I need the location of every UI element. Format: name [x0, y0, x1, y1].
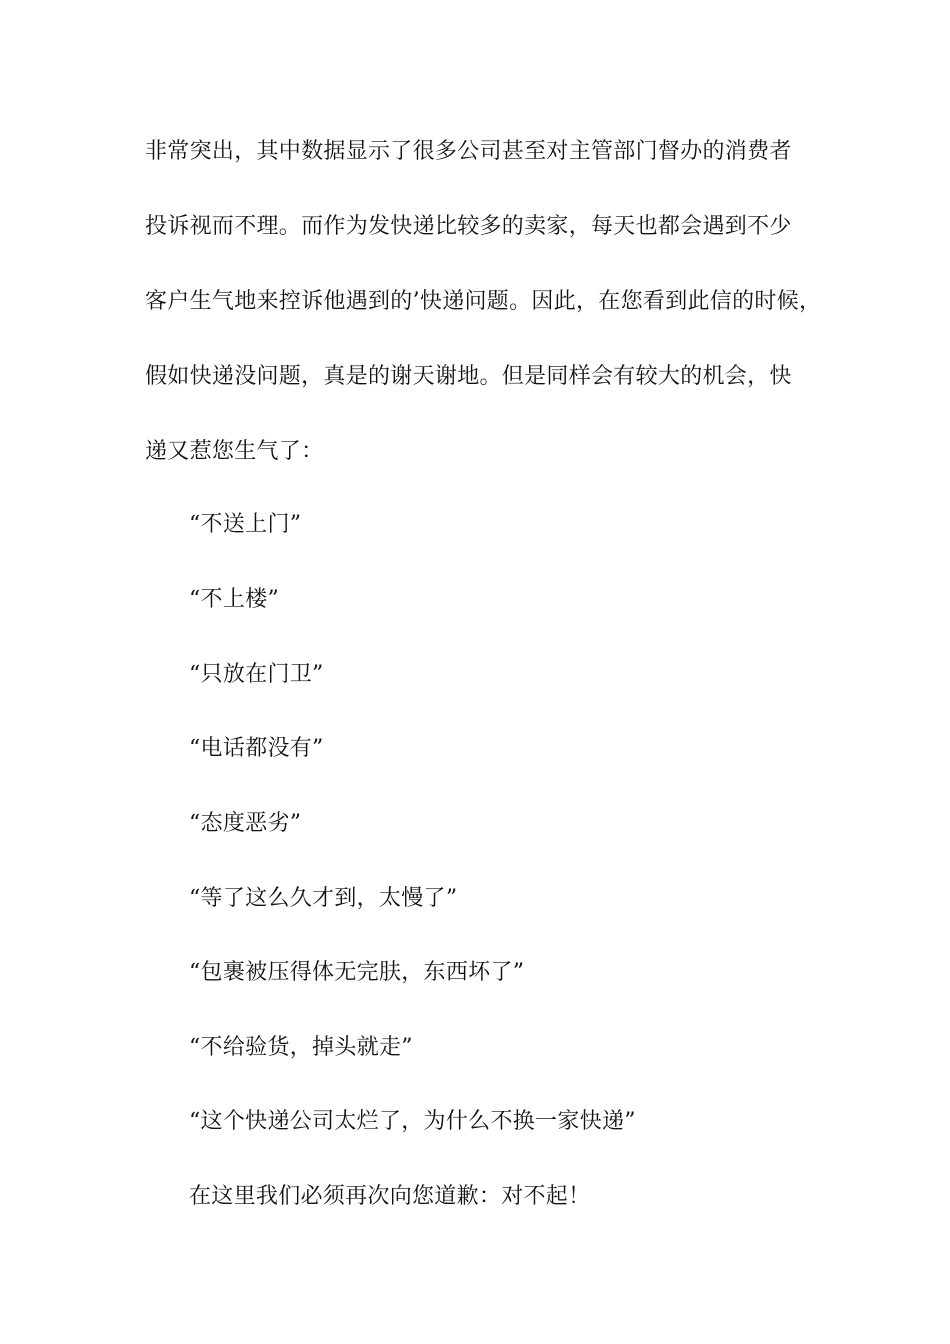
complaint-item: “这个快递公司太烂了，为什么不换一家快递”	[189, 1109, 636, 1134]
paragraph-line-2: 投诉视而不理。而作为发快递比较多的卖家，每天也都会遇到不少	[145, 214, 792, 239]
complaint-item: “态度恶劣”	[189, 811, 302, 836]
paragraph-line-5: 递又惹您生气了：	[145, 439, 324, 464]
paragraph-line-4: 假如快递没问题，真是的谢天谢地。但是同样会有较大的机会，快	[145, 364, 792, 389]
complaint-item: “等了这么久才到，太慢了”	[189, 886, 458, 911]
complaint-item: “不送上门”	[189, 512, 302, 537]
complaint-item: “包裹被压得体无完肤，东西坏了”	[189, 960, 525, 985]
complaint-item: “电话都没有”	[189, 736, 324, 761]
closing-apology: 在这里我们必须再次向您道歉：对不起！	[189, 1184, 591, 1209]
paragraph-line-3: 客户生气地来控诉他遇到的’快递问题。因此，在您看到此信的时候，	[145, 289, 822, 314]
paragraph-line-1: 非常突出，其中数据显示了很多公司甚至对主管部门督办的消费者	[145, 139, 792, 164]
complaint-item: “不上楼”	[189, 587, 279, 612]
complaint-item: “不给验货，掉头就走”	[189, 1035, 413, 1060]
complaint-item: “只放在门卫”	[189, 662, 324, 687]
